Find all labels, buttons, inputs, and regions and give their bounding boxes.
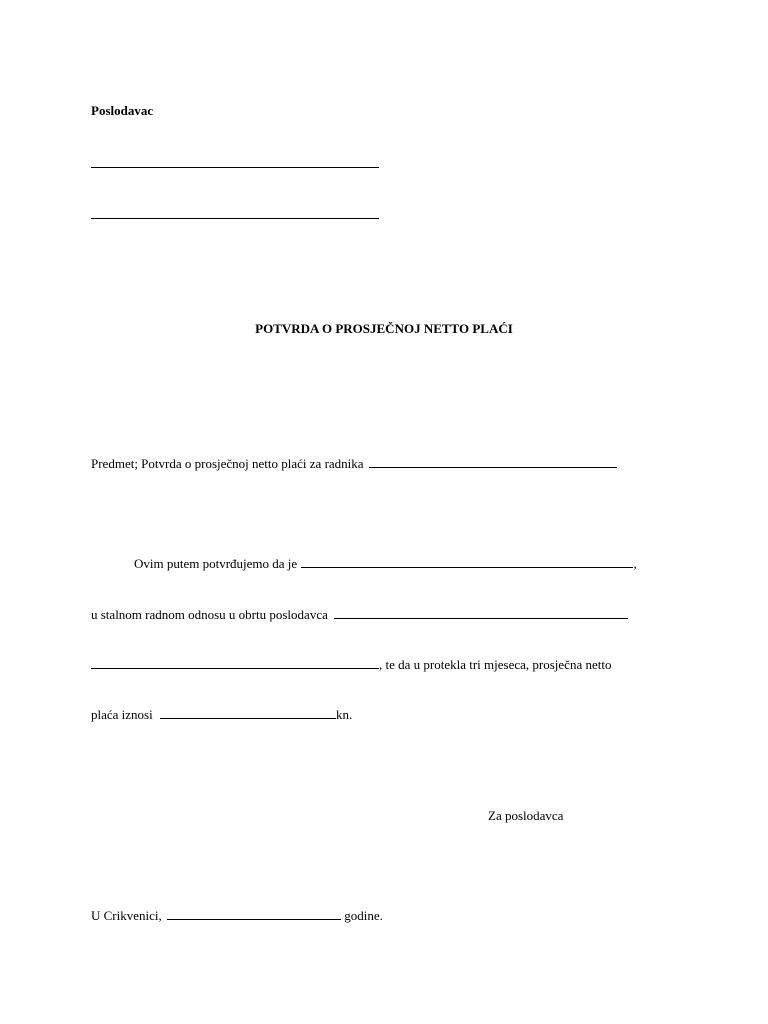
body-line-1-text: Ovim putem potvrđujemo da je: [134, 556, 298, 571]
body-line-3-text: , te da u protekla tri mjeseca, prosječna netto: [379, 657, 612, 672]
subject-line: [91, 456, 617, 472]
place-text: U Crikvenici,: [91, 908, 162, 923]
employee-name-blank: [369, 456, 617, 468]
employer-label: Poslodavac: [91, 103, 154, 118]
body-line-3: [91, 657, 611, 673]
body-line-4-text: plaća iznosi: [91, 707, 153, 722]
signature-label: Za poslodavca: [488, 808, 564, 823]
date-blank: [167, 908, 341, 920]
subject-text: Predmet; Potvrda o prosječnoj netto plaći za radnika: [91, 456, 364, 471]
body-line-4: [91, 707, 352, 723]
salary-amount-blank: [160, 707, 336, 719]
body-line-1: [134, 556, 637, 572]
employer-name-line: [91, 167, 379, 168]
body-line-2-text: u stalnom radnom odnosu u obrtu poslodavca: [91, 607, 328, 622]
business-name-blank: [334, 607, 628, 619]
employer-address-line: [91, 218, 379, 219]
place-date-line: [91, 908, 383, 924]
date-suffix: godine.: [344, 908, 383, 923]
body-line-2: [91, 607, 628, 623]
body-line-1-comma: ,: [633, 556, 637, 571]
currency-unit: kn.: [335, 707, 353, 722]
document-title: POTVRDA O PROSJEČNOJ NETTO PLAĆI: [255, 321, 513, 336]
business-address-blank: [91, 657, 379, 669]
employee-blank: [301, 556, 633, 568]
